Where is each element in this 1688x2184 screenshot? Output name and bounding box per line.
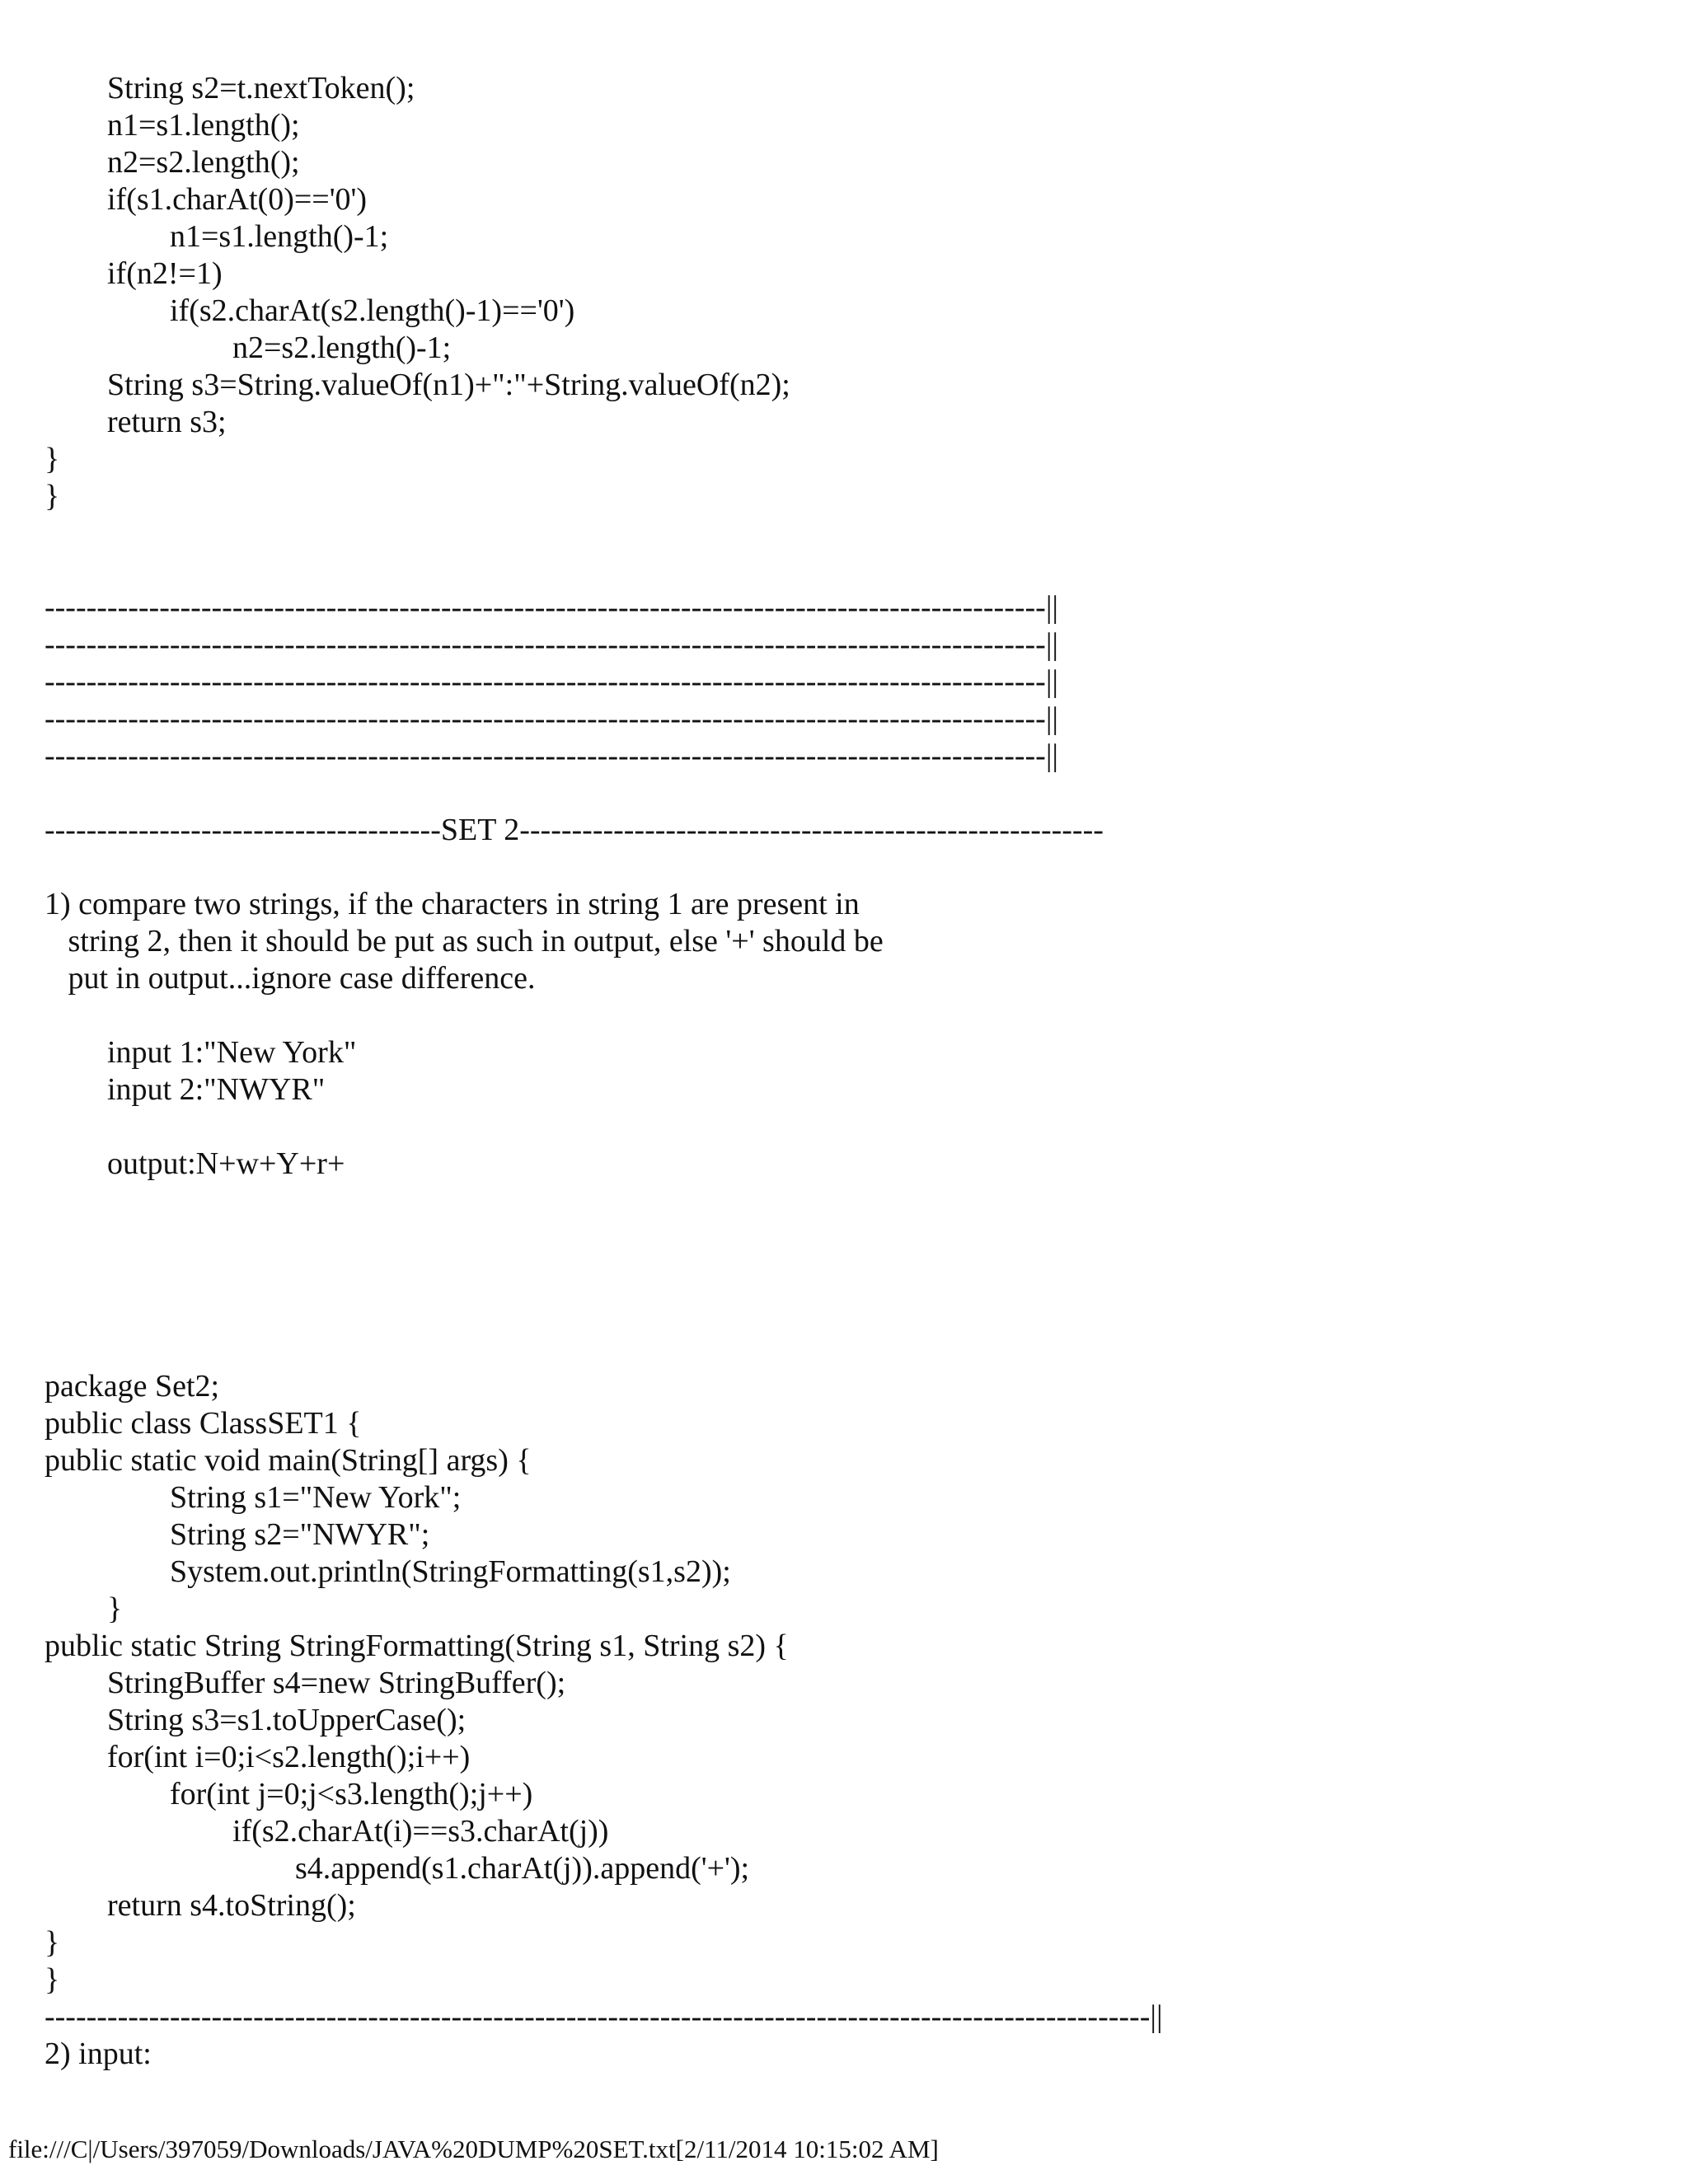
separator-line: ----------------------------------------------------------------------------------------------------------|| — [45, 1999, 1163, 2034]
text-line: if(n2!=1) — [45, 256, 223, 291]
code-line: package Set2; — [45, 1369, 220, 1404]
code-line: } — [45, 1925, 60, 1960]
example-output: output:N+w+Y+r+ — [45, 1146, 345, 1181]
code-line: } — [45, 1962, 60, 1997]
code-line: public class ClassSET1 { — [45, 1406, 362, 1441]
separator-line: ------------------------------------------------------------------------------------------------|| — [45, 664, 1059, 699]
code-line: s4.append(s1.charAt(j)).append('+'); — [45, 1851, 750, 1886]
code-line: String s1="New York"; — [45, 1480, 462, 1515]
code-line: if(s2.charAt(i)==s3.charAt(j)) — [45, 1814, 609, 1849]
text-line: n2=s2.length(); — [45, 145, 300, 180]
text-line: n2=s2.length()-1; — [45, 330, 452, 365]
question-text: 2) input: — [45, 2036, 152, 2071]
text-line: String s2=t.nextToken(); — [45, 71, 415, 105]
text-line: if(s1.charAt(0)=='0') — [45, 182, 368, 217]
code-line: StringBuffer s4=new StringBuffer(); — [45, 1666, 566, 1700]
code-line: for(int j=0;j<s3.length();j++) — [45, 1777, 533, 1811]
section-heading: --------------------------------------SET 2-------------------------------------------------------- — [45, 813, 1104, 847]
question-text: string 2, then it should be put as such in output, else '+' should be — [45, 924, 884, 958]
separator-line: ------------------------------------------------------------------------------------------------|| — [45, 627, 1059, 662]
text-line: n1=s1.length()-1; — [45, 219, 389, 254]
page-footer-url: file:///C|/Users/397059/Downloads/JAVA%20DUMP%20SET.txt[2/11/2014 10:15:02 AM] — [8, 2135, 939, 2163]
code-line: System.out.println(StringFormatting(s1,s2)); — [45, 1554, 731, 1589]
example-input: input 2:"NWYR" — [45, 1072, 326, 1107]
code-line: } — [45, 1591, 123, 1626]
text-line: if(s2.charAt(s2.length()-1)=='0') — [45, 293, 575, 328]
text-line: String s3=String.valueOf(n1)+":"+String.valueOf(n2); — [45, 368, 790, 402]
code-line: public static String StringFormatting(String s1, String s2) { — [45, 1629, 789, 1663]
code-line: String s2="NWYR"; — [45, 1517, 430, 1552]
example-input: input 1:"New York" — [45, 1035, 357, 1070]
code-line: return s4.toString(); — [45, 1888, 356, 1923]
separator-line: ------------------------------------------------------------------------------------------------|| — [45, 738, 1059, 773]
question-text: put in output...ignore case difference. — [45, 961, 536, 996]
separator-line: ------------------------------------------------------------------------------------------------|| — [45, 590, 1059, 625]
question-text: 1) compare two strings, if the characters in string 1 are present in — [45, 887, 860, 921]
text-line: } — [45, 442, 60, 476]
separator-line: ------------------------------------------------------------------------------------------------|| — [45, 701, 1059, 736]
text-line: n1=s1.length(); — [45, 108, 300, 143]
code-line: String s3=s1.toUpperCase(); — [45, 1703, 467, 1737]
text-line: return s3; — [45, 405, 227, 439]
text-line: } — [45, 479, 60, 513]
code-line: for(int i=0;i<s2.length();i++) — [45, 1740, 471, 1774]
code-line: public static void main(String[] args) { — [45, 1443, 532, 1478]
